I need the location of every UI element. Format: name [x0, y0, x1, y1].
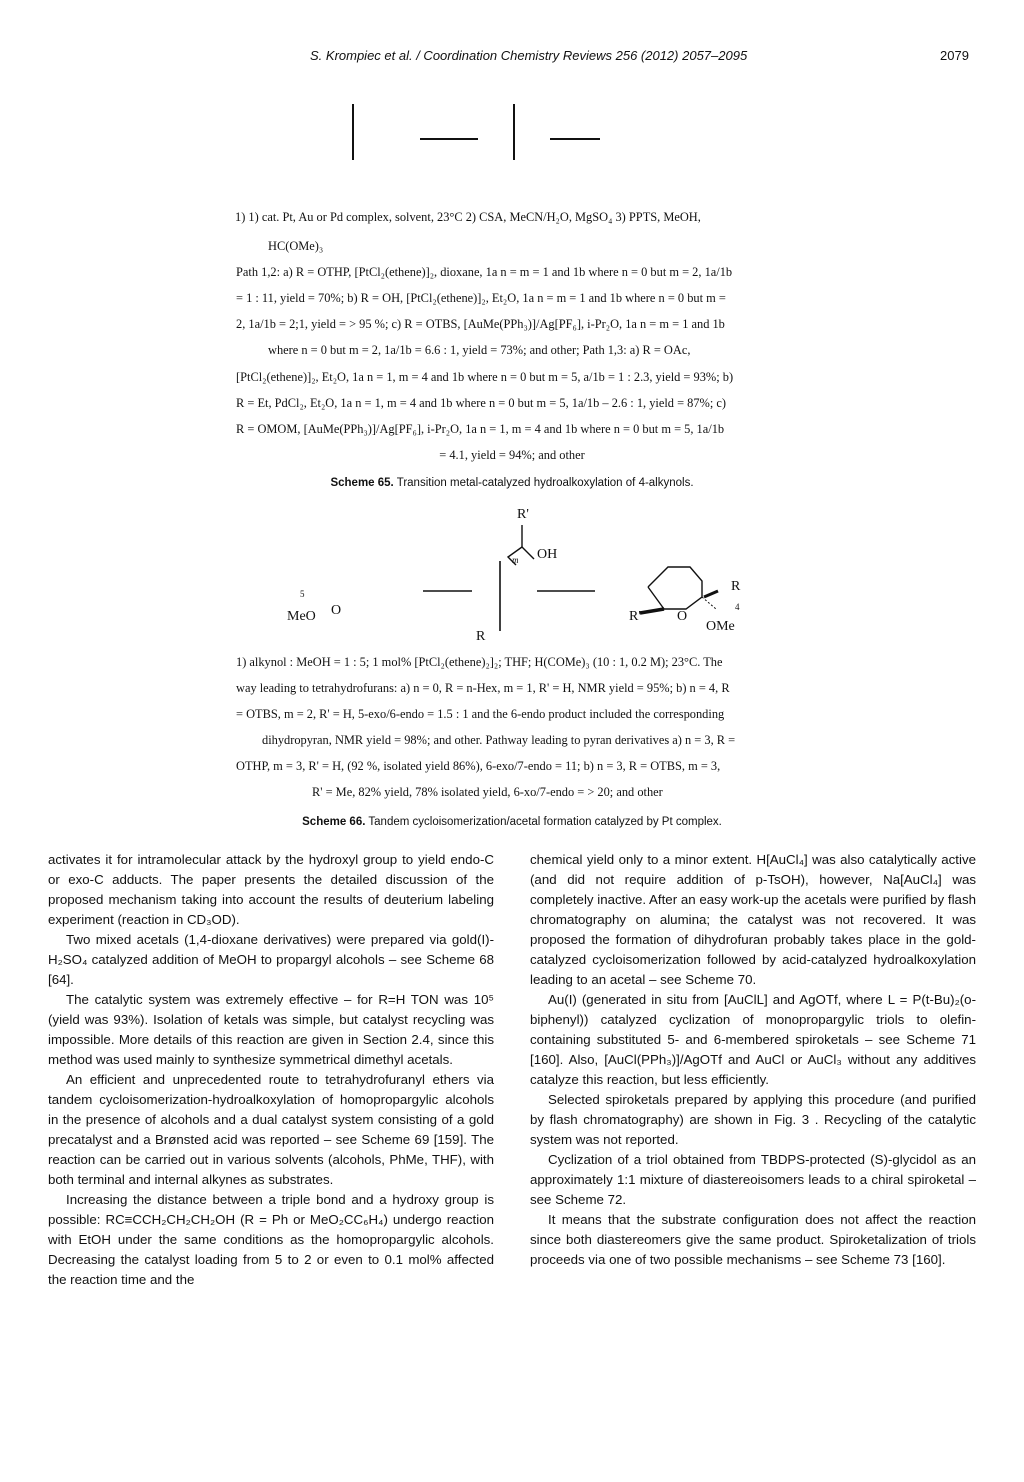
ring-bond — [648, 567, 702, 609]
paragraph: Selected spiroketals prepared by applying this procedure (and purified by flash chromatography) are shown in Fig. 3 . Recycling of the catalytic system was not reported. — [530, 1092, 976, 1147]
wedge-bond — [704, 591, 718, 597]
label-o: O — [677, 609, 688, 624]
scheme-65-path-line: R = OMOM, [AuMe(PPh₃)]/Ag[PF₆], i-Pr₂O, 1a n = 1, m = 4 and 1b where n = 0 but m = 5, 1a/1b — [236, 422, 725, 436]
label-oh: OH — [537, 547, 558, 562]
ring-bond — [648, 587, 664, 609]
reaction-arrow — [420, 138, 478, 140]
label-o: O — [331, 603, 342, 618]
label-r: R — [731, 579, 741, 594]
scheme-66-caption-text: Tandem cycloisomerization/acetal formation catalyzed by Pt complex. — [365, 816, 722, 828]
scheme-66-conditions: R' = Me, 82% yield, 78% isolated yield, 6-xo/7-endo = > 20; and other — [312, 785, 663, 799]
label-meo: MeO — [287, 609, 316, 624]
scheme-65-caption — [0, 477, 1024, 489]
paragraph: activates it for intramolecular attack by the hydroxyl group to yield endo-C or exo-C adducts. The paper presents the detailed discussion of the proposed mechanism taking into account the results of deuterium labeling experiment (reaction in CD₃OD). — [48, 852, 494, 927]
scheme-65-caption-label: Scheme 65. — [330, 477, 394, 489]
scheme-65-path-line: 2, 1a/1b = 2;1, yield = > 95 %; c) R = OTBS, [AuMe(PPh₃)]/Ag[PF₆], i-Pr₂O, 1a n = m = 1 and 1b — [236, 317, 725, 331]
left-column — [48, 850, 494, 1290]
bond-line — [522, 547, 534, 559]
scheme-65-path-line: [PtCl₂(ethene)]₂, Et₂O, 1a n = 1, m = 4 and 1b where n = 0 but m = 5, a/1b = 1 : 2.3, yield = 93%; b) — [236, 370, 734, 384]
bond-line — [352, 104, 354, 160]
scheme-65 — [0, 100, 1024, 490]
label-five: 5 — [300, 589, 305, 599]
label-r-prime: R' — [517, 507, 529, 522]
scheme-66-structures — [0, 505, 1024, 655]
scheme-65-conditions: 1) 1) cat. Pt, Au or Pd complex, solvent, 23°C 2) CSA, MeCN/H₂O, MgSO₄ 3) PPTS, MeOH, — [235, 210, 701, 224]
label-r: R — [476, 629, 486, 644]
label-ome: OMe — [706, 619, 735, 634]
paragraph: Cyclization of a triol obtained from TBDPS-protected (S)-glycidol as an approximately 1:1 mixture of diastereoisomers leads to a chiral spiroketal – see Scheme 72. — [530, 1152, 976, 1207]
paragraph: Au(I) (generated in situ from [AuClL] and AgOTf, where L = P(t-Bu)₂(o-biphenyl)) catalyzed cyclization of monopropargylic triols to olefin-containing substituted 5- and 6-membered spiroketals – see Scheme 71 [160]. Also, [AuCl(PPh₃)]/AgOTf and AuCl or AuCl₃ without any additives catalyze this reaction, but less efficiently. — [530, 992, 976, 1087]
header-citation: S. Krompiec et al. / Coordination Chemistry Reviews 256 (2012) 2057–2095 — [310, 48, 748, 63]
scheme-66-conditions: 1) alkynol : MeOH = 1 : 5; 1 mol% [PtCl₂(ethene)₂]₂; THF; H(COMe)₃ (10 : 1, 0.2 M); 23°C. The — [236, 655, 723, 669]
label-four: 4 — [735, 602, 740, 612]
scheme-65-path-line: R = Et, PdCl₂, Et₂O, 1a n = 1, m = 4 and 1b where n = 0 but m = 5, 1a/1b – 2.6 : 1, yield = 87%; c) — [236, 396, 727, 410]
scheme-65-path-line: Path 1,2: a) R = OTHP, [PtCl₂(ethene)]₂, dioxane, 1a n = m = 1 and 1b where n = 0 but m = 2, 1a/1b — [236, 265, 733, 279]
reaction-arrow — [550, 138, 600, 140]
scheme-65-path-line: where n = 0 but m = 2, 1a/1b = 6.6 : 1, yield = 73%; and other; Path 1,3: a) R = OAc, — [268, 343, 691, 357]
paragraph: Two mixed acetals (1,4-dioxane derivatives) were prepared via gold(I)-H₂SO₄ catalyzed addition of MeOH to propargyl alcohols – see Scheme 68 [64]. — [48, 932, 494, 987]
bond-line — [513, 104, 515, 160]
wedge-bond — [640, 609, 664, 613]
scheme-66-conditions: dihydropyran, NMR yield = 98%; and other. Pathway leading to pyran derivatives a) n = 3, R = — [262, 733, 736, 747]
scheme-66-conditions: = OTBS, m = 2, R' = H, 5-exo/6-endo = 1.5 : 1 and the 6-endo product included the corresponding — [236, 707, 725, 721]
scheme-65-path-line: = 1 : 11, yield = 70%; b) R = OH, [PtCl₂(ethene)]₂, Et₂O, 1a n = m = 1 and 1b where n = 0 but m = — [236, 291, 726, 305]
scheme-66-caption-label: Scheme 66. — [302, 816, 366, 828]
label-m: m — [512, 555, 519, 565]
scheme-66 — [0, 505, 1024, 835]
running-header — [0, 48, 1024, 70]
hash-bond — [702, 597, 716, 609]
scheme-65-path-line: = 4.1, yield = 94%; and other — [439, 448, 585, 462]
paragraph: It means that the substrate configuration does not affect the reaction since both diastereomers give the same product. Spiroketalization of triols proceeds via one of two possible mechanisms – see Scheme 73 [160]. — [530, 1212, 976, 1267]
scheme-66-caption — [0, 816, 1024, 828]
label-r-prime: R' — [629, 609, 641, 624]
scheme-65-conditions-cont: HC(OMe)₃ — [268, 239, 324, 253]
paragraph: Increasing the distance between a triple bond and a hydroxy group is possible: RC≡CCH₂CH₂CH₂OH (R = Ph or MeO₂CC₆H₄) undergo reaction with EtOH under the same conditions as the homopropargylic alcohols. Decreasing the catalyst loading from 5 to 2 or even to 0.1 mol% affected the reaction time and the — [48, 1192, 494, 1287]
scheme-66-conditions: OTHP, m = 3, R' = H, (92 %, isolated yield 86%), 6-exo/7-endo = 11; b) n = 3, R = OTBS, m = 3, — [236, 759, 721, 773]
right-column — [530, 850, 976, 1270]
header-page-number: 2079 — [940, 48, 969, 63]
scheme-65-caption-text: Transition metal-catalyzed hydroalkoxylation of 4-alkynols. — [393, 477, 694, 489]
paragraph: An efficient and unprecedented route to tetrahydrofuranyl ethers via tandem cycloisomerization-hydroalkoxylation of homopropargylic alcohols in the presence of alcohols and a dual catalyst system consisting of a gold precatalyst and a Brønsted acid was reported – see Scheme 69 [159]. The reaction can be carried out in various solvents (alcohols, PhMe, THF), with both terminal and internal alkynes as substrates. — [48, 1072, 494, 1187]
scheme-66-conditions: way leading to tetrahydrofurans: a) n = 0, R = n-Hex, m = 1, R' = H, NMR yield = 95%; b) n = 4, R — [236, 681, 730, 695]
paragraph: The catalytic system was extremely effective – for R=H TON was 10⁵ (yield was 93%). Isolation of ketals was simple, but catalyst recycling was impossible. More details of this reaction are given in Section 2.4, since this method was used mainly to synthesize symmetrical dimethyl acetals. — [48, 992, 494, 1067]
paragraph: chemical yield only to a minor extent. H[AuCl₄] was also catalytically active (and did not require addition of p-TsOH), however, Na[AuCl₄] was completely inactive. After an easy work-up the acetals were purified by flash chromatography on alumina; the catalyst was not recovered. It was proposed the formation of dihydrofuran probably takes place in the gold-catalyzed cycloisomerization followed by acid-catalyzed hydroalkoxylation leading to an acetal – see Scheme 70. — [530, 852, 976, 987]
